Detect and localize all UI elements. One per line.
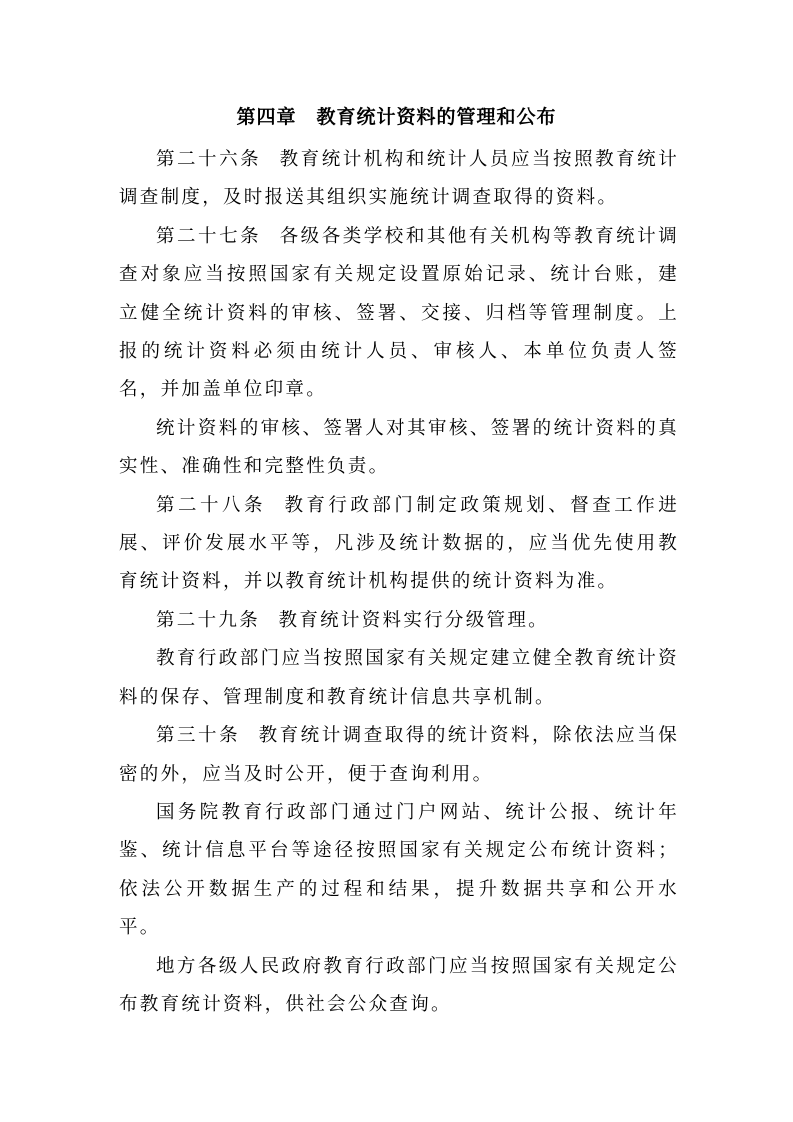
paragraph-text: 地方各级人民政府教育行政部门应当按照国家有关规定公布教育统计资料，供社会公众查询。 bbox=[119, 955, 679, 1015]
paragraph bbox=[119, 487, 679, 602]
article-number: 第二十七条 bbox=[156, 225, 262, 247]
paragraph-text: 教育行政部门应当按照国家有关规定建立健全教育统计资料的保存、管理制度和教育统计信息共享机制。 bbox=[119, 648, 679, 708]
paragraph-text: 各级各类学校和其他有关机构等教育统计调查对象应当按照国家有关规定设置原始记录、统计台账，建立健全统计资料的审核、签署、交接、归档等管理制度。上报的统计资料必须由统计人员、审核人、本单位负责人签名，并加盖单位印章。 bbox=[119, 225, 679, 401]
paragraph bbox=[119, 602, 679, 640]
article-number: 第三十条 bbox=[156, 725, 241, 747]
paragraph-text: 统计资料的审核、签署人对其审核、签署的统计资料的真实性、准确性和完整性负责。 bbox=[119, 417, 679, 478]
document-body bbox=[119, 141, 679, 1024]
chapter-title: 第四章 教育统计资料的管理和公布 bbox=[236, 106, 557, 128]
paragraph bbox=[119, 794, 679, 948]
article-number: 第二十八条 bbox=[156, 494, 266, 516]
paragraph bbox=[119, 410, 679, 487]
paragraph bbox=[119, 640, 679, 717]
paragraph-text: 教育统计资料实行分级管理。 bbox=[278, 609, 549, 631]
article-number: 第二十九条 bbox=[156, 609, 261, 631]
article-number: 第二十六条 bbox=[156, 149, 262, 170]
paragraph bbox=[119, 141, 679, 218]
paragraph bbox=[119, 717, 679, 794]
paragraph bbox=[119, 948, 679, 1025]
paragraph-text: 教育统计机构和统计人员应当按照教育统计调查制度，及时报送其组织实施统计调查取得的资料。 bbox=[119, 149, 679, 209]
paragraph bbox=[119, 218, 679, 410]
paragraph-text: 国务院教育行政部门通过门户网站、统计公报、统计年鉴、统计信息平台等途径按照国家有关规定公布统计资料；依法公开数据生产的过程和结果，提升数据共享和公开水平。 bbox=[119, 801, 679, 939]
paragraph-text: 教育行政部门制定政策规划、督查工作进展、评价发展水平等，凡涉及统计数据的，应当优先使用教育统计资料，并以教育统计机构提供的统计资料为准。 bbox=[119, 494, 679, 593]
paragraph-text: 教育统计调查取得的统计资料，除依法应当保密的外，应当及时公开，便于查询利用。 bbox=[119, 725, 679, 785]
